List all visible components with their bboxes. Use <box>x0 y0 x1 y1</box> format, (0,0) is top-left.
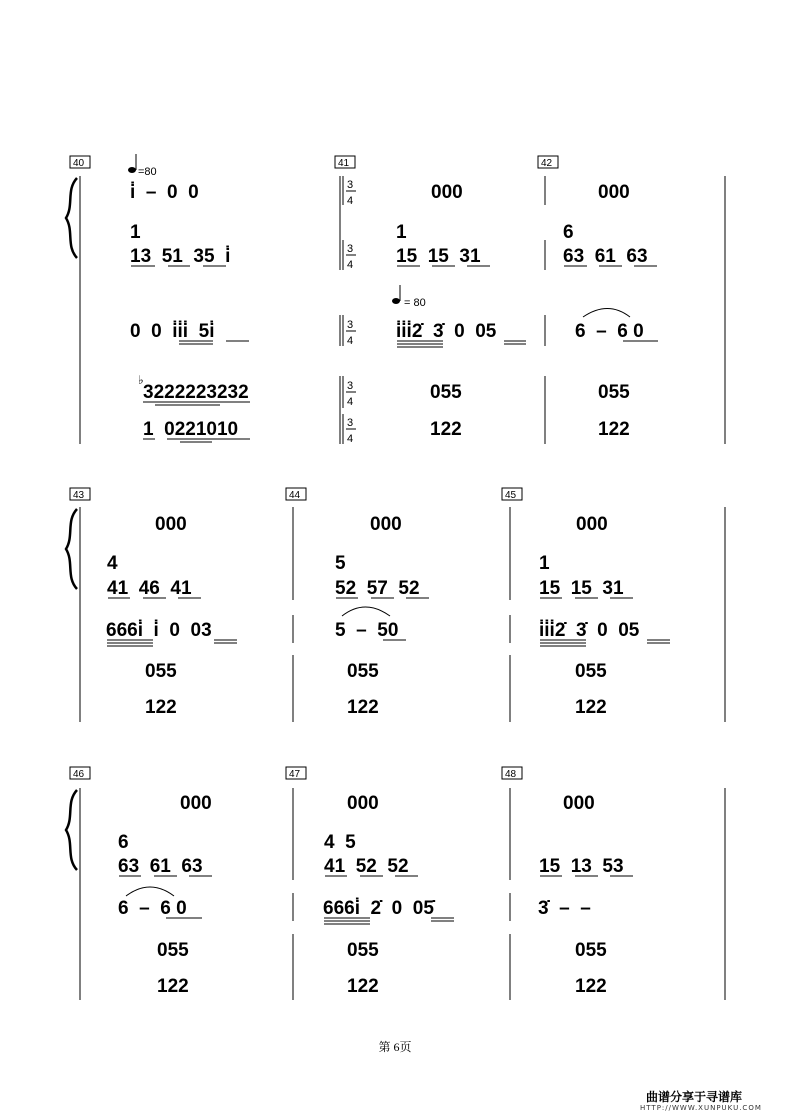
notes-part-2-top: 5 <box>335 553 346 574</box>
notes-part-4: 055 <box>575 661 607 682</box>
measure-number: 48 <box>505 769 517 780</box>
time-signature <box>343 240 356 271</box>
notes-part-5: 122 <box>347 976 379 997</box>
tempo-marking: =80 <box>138 166 157 178</box>
system-3 <box>66 767 725 1000</box>
notes-part-1: 000 <box>563 793 595 814</box>
svg-text:4: 4 <box>347 396 354 408</box>
time-signature <box>343 315 356 347</box>
svg-text:3: 3 <box>347 179 354 191</box>
measure-number: 47 <box>289 769 301 780</box>
notes-part-5: 122 <box>145 697 177 718</box>
notes-part-5: 122 <box>575 976 607 997</box>
notes-part-2: 63 61 63 <box>118 856 203 877</box>
brand-url: HTTP://WWW.XUNPUKU.COM <box>640 1104 762 1112</box>
notes-part-4: 055 <box>145 661 177 682</box>
notes-part-4: 055 <box>430 382 462 403</box>
notes-part-2-top: 1 <box>539 553 550 574</box>
notes-part-2-top: 6 <box>563 222 574 243</box>
notes-part-4: 055 <box>157 940 189 961</box>
notes-part-2: 52 57 52 <box>335 578 420 599</box>
measure-number: 42 <box>541 158 553 169</box>
notes-part-3: 666i̇ i̇ 0 03 <box>106 620 212 641</box>
notes-part-3: 5 – 50 <box>335 620 399 641</box>
notes-part-3: 3̇ – – <box>538 898 591 919</box>
notes-part-1: 000 <box>155 514 187 535</box>
notes-part-4: 055 <box>575 940 607 961</box>
tempo-marking: = 80 <box>404 297 426 309</box>
notes-part-1: 000 <box>180 793 212 814</box>
notes-part-3: 6 – 6 0 <box>118 898 187 919</box>
notes-part-2-top: 1 <box>396 222 407 243</box>
time-signature <box>343 376 356 408</box>
svg-text:3: 3 <box>347 243 354 255</box>
notes-part-2: 15 15 31 <box>396 246 481 267</box>
measure-number: 43 <box>73 490 85 501</box>
notes-part-2-top: 4 <box>107 553 118 574</box>
notes-part-3: i̇i̇i̇2̇ 3̇ 0 05 <box>539 620 640 641</box>
notes-part-3: 0 0 i̇i̇i̇ 5i̇ <box>130 321 215 342</box>
measure-number: 40 <box>73 158 85 169</box>
measure-number: 41 <box>338 158 350 169</box>
notes-part-1: 000 <box>576 514 608 535</box>
notes-part-3: 6 – 6 0 <box>575 321 644 342</box>
notes-part-1: i̇ – 0 0 <box>130 182 199 203</box>
svg-text:4: 4 <box>347 433 354 445</box>
time-signature <box>343 414 356 445</box>
system-2 <box>66 488 725 722</box>
notes-part-2: 13 51 35 i̇ <box>130 246 231 267</box>
measure-number: 46 <box>73 769 85 780</box>
measure-number: 45 <box>505 490 517 501</box>
svg-text:3: 3 <box>347 319 354 331</box>
time-signature <box>343 176 356 207</box>
notes-part-2-top: 1 <box>130 222 141 243</box>
notes-part-4: 055 <box>347 661 379 682</box>
svg-text:4: 4 <box>347 259 354 271</box>
system-brace <box>66 790 77 870</box>
notes-part-2: 41 52 52 <box>324 856 409 877</box>
notes-part-2-top: 6 <box>118 832 129 853</box>
page-number: 第 6页 <box>378 1040 412 1054</box>
brand-name: 曲谱分享于寻谱库 <box>646 1090 743 1104</box>
svg-text:4: 4 <box>347 335 354 347</box>
system-brace <box>66 509 77 589</box>
svg-text:3: 3 <box>347 380 354 392</box>
notes-part-5: 122 <box>430 419 462 440</box>
notes-part-1: 000 <box>431 182 463 203</box>
measure-number: 44 <box>289 490 301 501</box>
system-brace <box>66 178 77 258</box>
svg-text:4: 4 <box>347 195 354 207</box>
notes-part-4: 055 <box>598 382 630 403</box>
notes-part-1: 000 <box>347 793 379 814</box>
svg-text:3: 3 <box>347 417 354 429</box>
notes-part-5: 122 <box>157 976 189 997</box>
notes-part-3: 666i̇ 2̇ 0 05̇ <box>323 898 434 919</box>
notes-part-5: 122 <box>598 419 630 440</box>
notes-part-2-top: 4 5 <box>324 832 356 853</box>
notes-part-1: 000 <box>370 514 402 535</box>
flat-sign: ♭ <box>138 373 144 387</box>
notes-part-3: i̇i̇i̇2̇ 3̇ 0 05 <box>396 321 497 342</box>
notes-part-2: 15 15 31 <box>539 578 624 599</box>
notes-part-4: 055 <box>347 940 379 961</box>
notes-part-5: 122 <box>575 697 607 718</box>
notes-part-2: 41 46 41 <box>107 578 192 599</box>
notes-part-5: 1 0221010 <box>143 419 239 440</box>
notes-part-1: 000 <box>598 182 630 203</box>
notes-part-2: 15 13 53 <box>539 856 624 877</box>
notes-part-5: 122 <box>347 697 379 718</box>
notes-part-2: 63 61 63 <box>563 246 648 267</box>
system-1 <box>66 154 725 445</box>
notes-part-4: 3222223232 <box>143 382 249 403</box>
